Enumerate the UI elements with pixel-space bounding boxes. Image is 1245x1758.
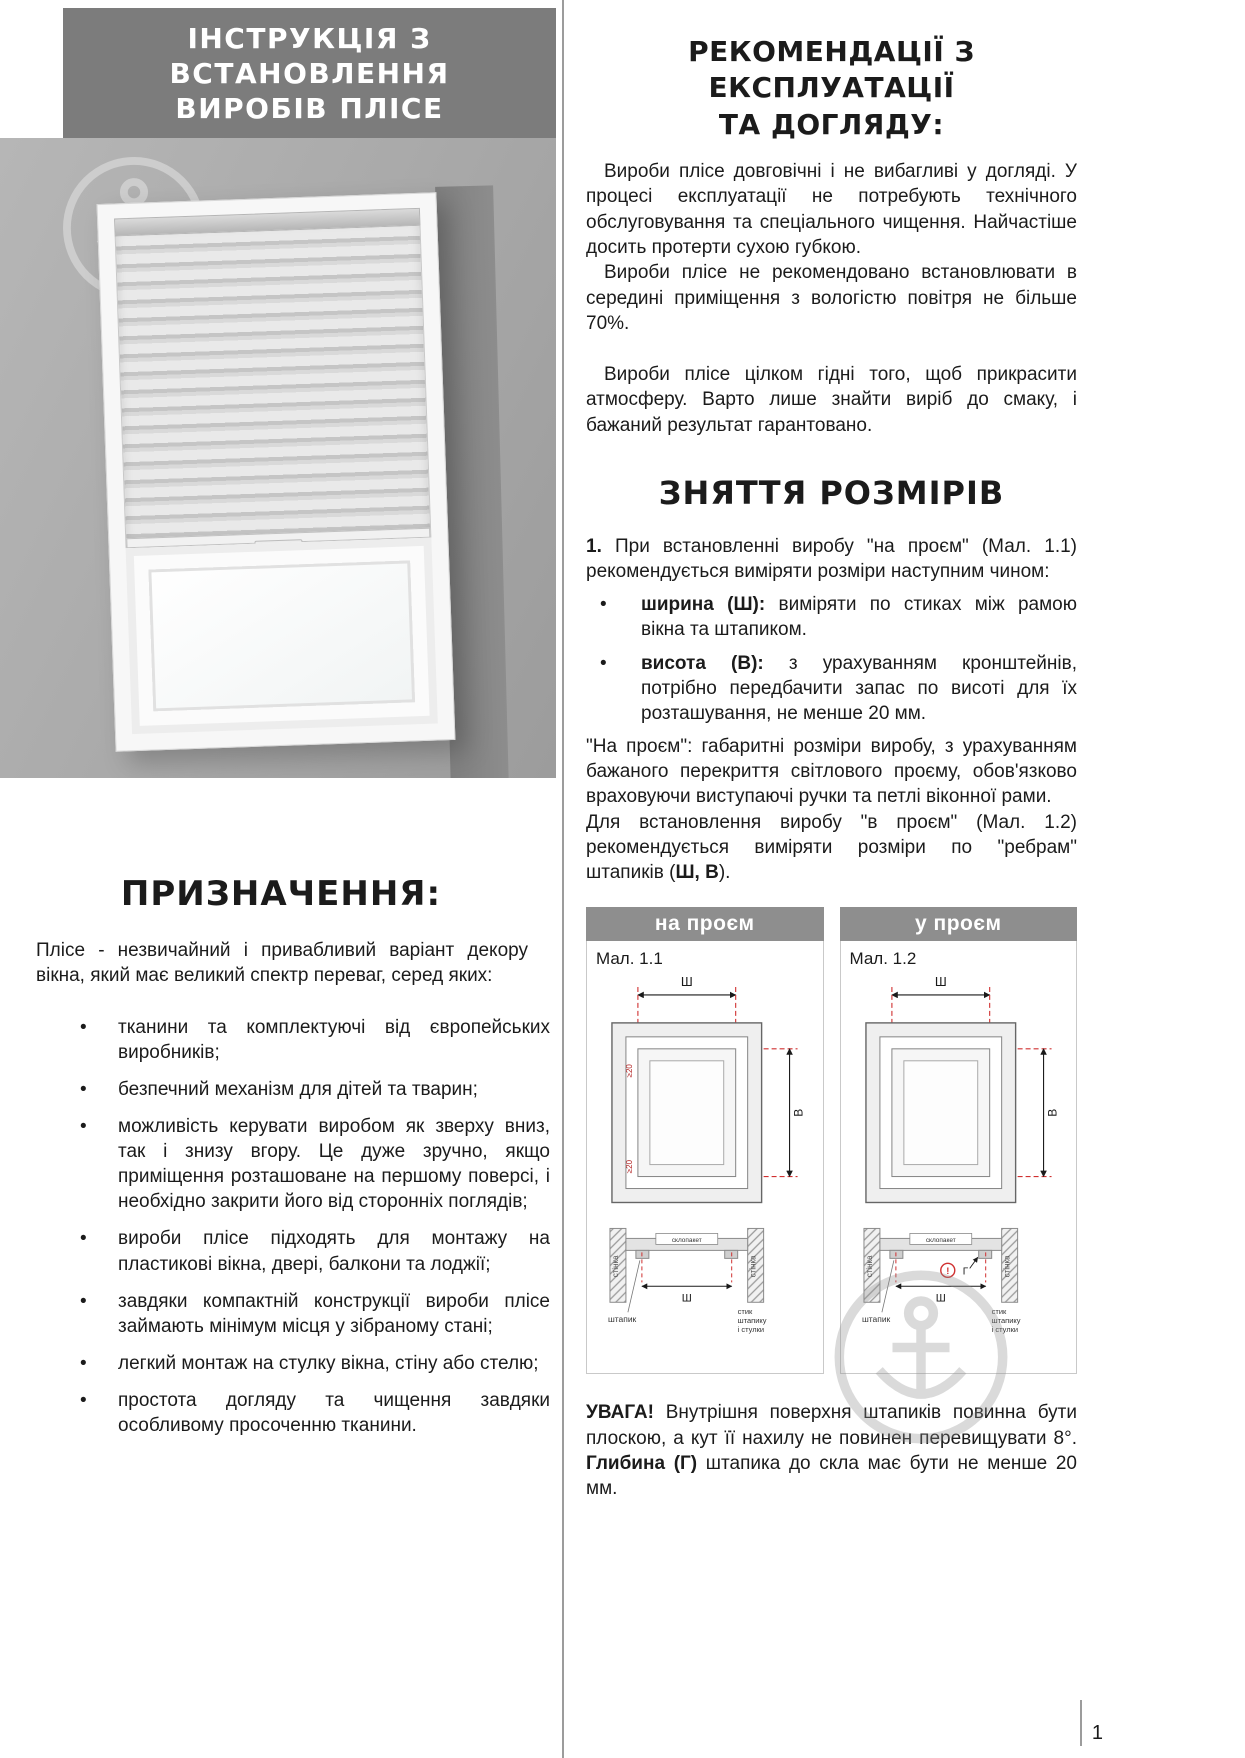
cross-section xyxy=(861,1229,1020,1335)
window-pane xyxy=(148,560,415,711)
footer-divider xyxy=(1080,1700,1082,1746)
purpose-heading: ПРИЗНАЧЕННЯ: xyxy=(120,874,442,914)
joint-label-line2: штапику xyxy=(737,1316,767,1326)
wall-right-label: стінка xyxy=(748,1255,758,1278)
figure-label: Мал. 1.1 xyxy=(596,949,663,969)
measuring-list xyxy=(586,592,1077,725)
attention-text-2: штапика до скла має бути не менше 20 мм. xyxy=(586,1453,1077,1500)
shtapik-leader-line xyxy=(628,1261,640,1313)
na-proem-paragraph: "На проєм": габаритні розміри виробу, з урахуванням бажаного перекриття світлового проєму, обов'язково враховуючи виступаючі ручки та петлі віконної рами. xyxy=(586,735,1077,808)
bullet-marker: • xyxy=(80,1079,87,1101)
bullet-marker: • xyxy=(80,1352,87,1374)
purpose-item xyxy=(60,1077,550,1102)
care-paragraph-3: Вироби плісе цілком гідні того, щоб прикрасити атмосферу. Варто лише знайти виріб до смаку, і бажаний результат гарантовано. xyxy=(586,364,1077,436)
window-measure-diagram-1-2 xyxy=(844,971,1074,1370)
v-proem-paragraph xyxy=(586,810,1077,886)
cross-section xyxy=(608,1229,767,1335)
height-dimension-label: В xyxy=(1045,1109,1060,1118)
joint-label-line3: і стулки xyxy=(737,1325,765,1335)
diagrams-row xyxy=(586,907,1077,1374)
purpose-item-text: безпечний механізм для дітей та тварин; xyxy=(118,1079,478,1101)
measure-item-lead: ширина (Ш): xyxy=(641,594,766,616)
bullet-marker: • xyxy=(80,1116,87,1138)
window-casing xyxy=(97,192,456,752)
bullet-marker: • xyxy=(80,1290,87,1312)
joint-label xyxy=(991,1308,1020,1335)
shtapik-label: штапик xyxy=(607,1314,637,1325)
page-title-line2: ВИРОБІВ ПЛІСЕ xyxy=(175,92,444,125)
right-column xyxy=(562,0,1245,1758)
diagram-panel-u-proem xyxy=(840,907,1078,1374)
page-footer xyxy=(1080,1700,1103,1746)
min-offset-bottom-label: ≥20 xyxy=(624,1160,634,1174)
joint-label-line1: стик xyxy=(991,1307,1006,1317)
red-dashed-guides-bottom xyxy=(642,1253,732,1283)
purpose-item-text: легкий монтаж на стулку вікна, стіну або стелю; xyxy=(118,1352,539,1374)
measure-item-lead: висота (В): xyxy=(641,652,764,674)
product-photo xyxy=(0,138,556,778)
bullet-marker: • xyxy=(600,652,607,674)
pleated-blind xyxy=(115,226,432,548)
measure-item xyxy=(586,592,1077,642)
warning-exclamation: ! xyxy=(945,1266,949,1278)
column-divider xyxy=(562,0,564,1758)
wall-left-label: стінка xyxy=(610,1255,620,1278)
measure-item-text xyxy=(641,594,1077,640)
width-dimension-label: Ш xyxy=(934,974,947,990)
care-heading-line2: ТА ДОГЛЯДУ: xyxy=(718,107,945,141)
v-proem-text-2: ). xyxy=(718,862,731,884)
left-column xyxy=(0,0,562,1758)
figure-label: Мал. 1.2 xyxy=(849,949,917,969)
purpose-item-text: тканини та комплектуючі від європейських виробників; xyxy=(118,1016,550,1063)
measure-item-body: з урахуванням кронштейнів, потрібно передбачити запас по висоті для їх розташування, не менше 20 мм. xyxy=(641,652,1077,724)
page-title xyxy=(63,8,556,138)
depth-label: Г xyxy=(962,1266,968,1278)
wall-left-label: стінка xyxy=(864,1255,874,1278)
width-dimension-label: Ш xyxy=(680,974,693,990)
purpose-item xyxy=(60,1289,550,1339)
step-text: При встановленні виробу "на проєм" (Мал. 1.1) рекомендується виміряти розміри наступним чином: xyxy=(586,535,1077,583)
joint-label-line1: стик xyxy=(737,1307,753,1317)
diagram-panel-na-proem xyxy=(586,907,824,1374)
purpose-item-text: завдяки компактній конструкції вироби плісе займають мінімум місця у зібраному стані; xyxy=(118,1290,550,1337)
shtapik-leader-line xyxy=(881,1261,893,1313)
min-offset-top-label: ≥20 xyxy=(624,1064,634,1078)
purpose-list xyxy=(60,1015,550,1438)
window-drawing xyxy=(865,1023,1015,1203)
bottom-width-label: Ш xyxy=(681,1292,692,1305)
measuring-step xyxy=(586,534,1077,585)
purpose-intro: Плісе - незвичайний і привабливий варіант декору вікна, який має великий спектр переваг, серед яких: xyxy=(36,940,528,987)
attention-label: УВАГА! xyxy=(586,1402,654,1424)
measure-item-text xyxy=(641,653,1077,724)
bullet-marker: • xyxy=(80,1016,87,1038)
window-illustration xyxy=(97,192,456,752)
joint-label-line2: штапику xyxy=(991,1316,1020,1326)
attention-bold-2: Глибина (Г) xyxy=(586,1453,698,1474)
purpose-item xyxy=(60,1015,550,1065)
depth-warning xyxy=(940,1258,977,1278)
window-measure-diagram-1-1 xyxy=(590,971,820,1370)
measuring-heading: ЗНЯТТЯ РОЗМІРІВ xyxy=(658,473,1005,512)
panel-body xyxy=(840,941,1078,1374)
panel-header: у проєм xyxy=(840,907,1078,941)
purpose-item xyxy=(60,1114,550,1214)
panel-body xyxy=(586,941,824,1374)
care-paragraph-2: Вироби плісе не рекомендовано встановлювати в середині приміщення з вологістю повітря не більше 70%. xyxy=(586,262,1077,334)
measure-item xyxy=(586,651,1077,726)
attention-text-1: Внутрішня поверхня штапиків повинна бути плоскою, а кут її нахилу не повинен перевищувати 8°. xyxy=(586,1402,1077,1449)
purpose-item xyxy=(60,1226,550,1276)
attention-paragraph xyxy=(586,1400,1077,1501)
shtapik-label: штапик xyxy=(861,1314,890,1325)
height-dimension-label: В xyxy=(791,1109,806,1118)
purpose-item-text: простота догляду та чищення завдяки особливому просоченню тканини. xyxy=(118,1389,550,1436)
bullet-marker: • xyxy=(600,594,607,616)
wall-right-label: стінка xyxy=(1002,1255,1012,1278)
care-heading-line1: РЕКОМЕНДАЦІЇ З ЕКСПЛУАТАЦІЇ xyxy=(688,35,975,105)
bullet-marker: • xyxy=(80,1389,87,1411)
glass-unit-label: склопакет xyxy=(671,1237,702,1245)
bullet-marker: • xyxy=(80,1228,87,1250)
purpose-item xyxy=(60,1388,550,1438)
step-number: 1. xyxy=(586,535,602,557)
glass-unit-label: склопакет xyxy=(925,1237,956,1245)
bottom-width-label: Ш xyxy=(935,1292,946,1305)
care-heading xyxy=(586,34,1077,143)
panel-header: на проєм xyxy=(586,907,824,941)
page-number: 1 xyxy=(1091,1722,1103,1744)
window-glass xyxy=(126,538,438,735)
purpose-item xyxy=(60,1351,550,1376)
depth-arrow xyxy=(969,1258,977,1269)
window-drawing xyxy=(612,1023,762,1203)
v-proem-bold: Ш, В xyxy=(675,862,719,884)
page-title-line1: ІНСТРУКЦІЯ З ВСТАНОВЛЕННЯ xyxy=(169,22,450,90)
care-paragraph-1: Вироби плісе довговічні і не вибагливі у догляді. У процесі експлуатації не потребують технічного обслуговування та спеціального чищення. Найчастіше досить протерти сухою губкою. xyxy=(586,161,1077,258)
v-proem-text-1: Для встановлення виробу "в проєм" (Мал. 1.2) рекомендується виміряти розміри по "ребрам" штапиків ( xyxy=(586,811,1077,884)
purpose-item-text: вироби плісе підходять для монтажу на пластикові вікна, двері, балкони та лоджії; xyxy=(118,1228,550,1275)
joint-label xyxy=(738,1308,767,1335)
purpose-item-text: можливість керувати виробом як зверху вниз, так і знизу вгору. Це дуже зручно, якщо приміщення розташоване на першому поверсі, і необхідно закрити його від сторонніх поглядів; xyxy=(118,1116,550,1213)
joint-label-line3: і стулки xyxy=(991,1325,1018,1335)
measure-item-body: виміряти по стиках між рамою вікна та штапиком. xyxy=(641,594,1078,641)
